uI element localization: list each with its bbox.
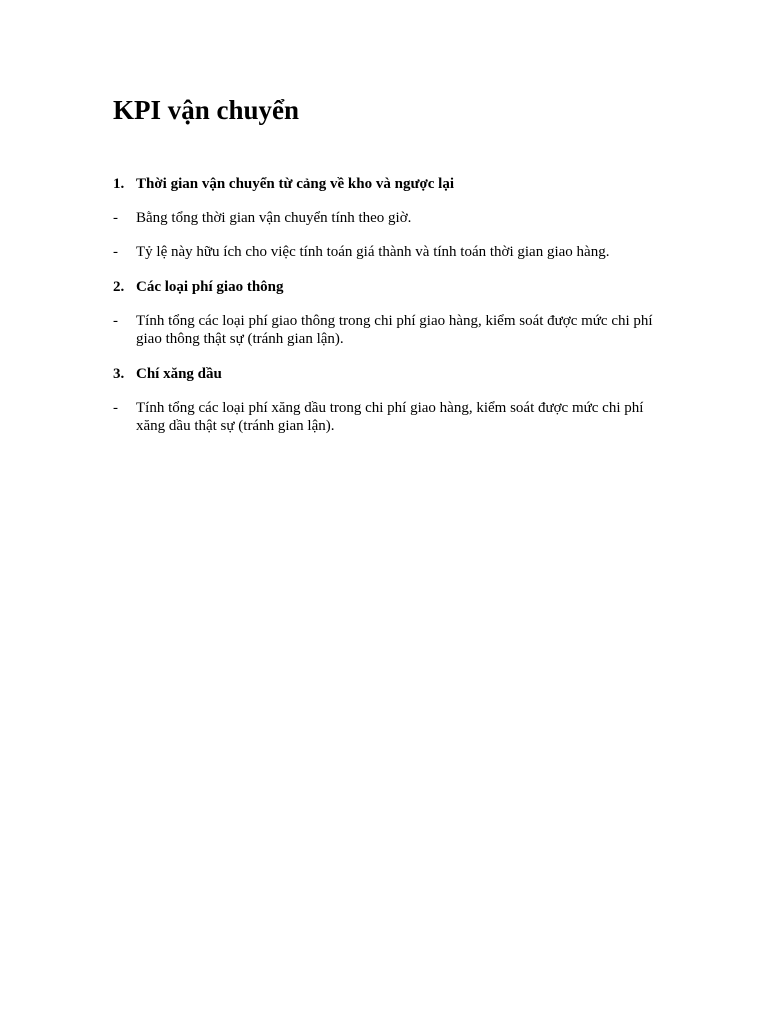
bullet-item [113,399,673,435]
section-number: 2. [113,279,125,295]
section-1 [113,174,673,261]
section-2 [113,277,673,348]
bullet-text: Bằng tổng thời gian vận chuyển tính theo giờ. [136,210,412,226]
bullet-text: Tính tổng các loại phí xăng dầu trong chi phí giao hàng, kiểm soát được mức chi phí xăng dầu thật sự (tránh gian lận). [136,400,644,434]
bullet-item [113,312,673,348]
bullet-marker: - [113,244,118,260]
section-heading-text: Thời gian vận chuyển từ cảng về kho và ngược lại [136,176,454,192]
bullet-text: Tính tổng các loại phí giao thông trong chi phí giao hàng, kiểm soát được mức chi phí giao thông thật sự (tránh gian lận). [136,313,653,347]
bullet-text: Tỷ lệ này hữu ích cho việc tính toán giá thành và tính toán thời gian giao hàng. [136,244,610,260]
bullet-marker: - [113,400,118,416]
bullet-item [113,243,673,261]
bullet-marker: - [113,313,118,329]
section-list [113,174,673,451]
section-3 [113,364,673,435]
section-heading [113,364,673,384]
document-title: KPI vận chuyển [113,95,300,125]
section-heading [113,174,673,194]
section-number: 1. [113,176,125,192]
section-heading-text: Chí xăng dầu [136,366,222,382]
bullet-item [113,209,673,227]
section-heading [113,277,673,297]
section-heading-text: Các loại phí giao thông [136,279,284,295]
section-number: 3. [113,366,125,382]
bullet-marker: - [113,210,118,226]
